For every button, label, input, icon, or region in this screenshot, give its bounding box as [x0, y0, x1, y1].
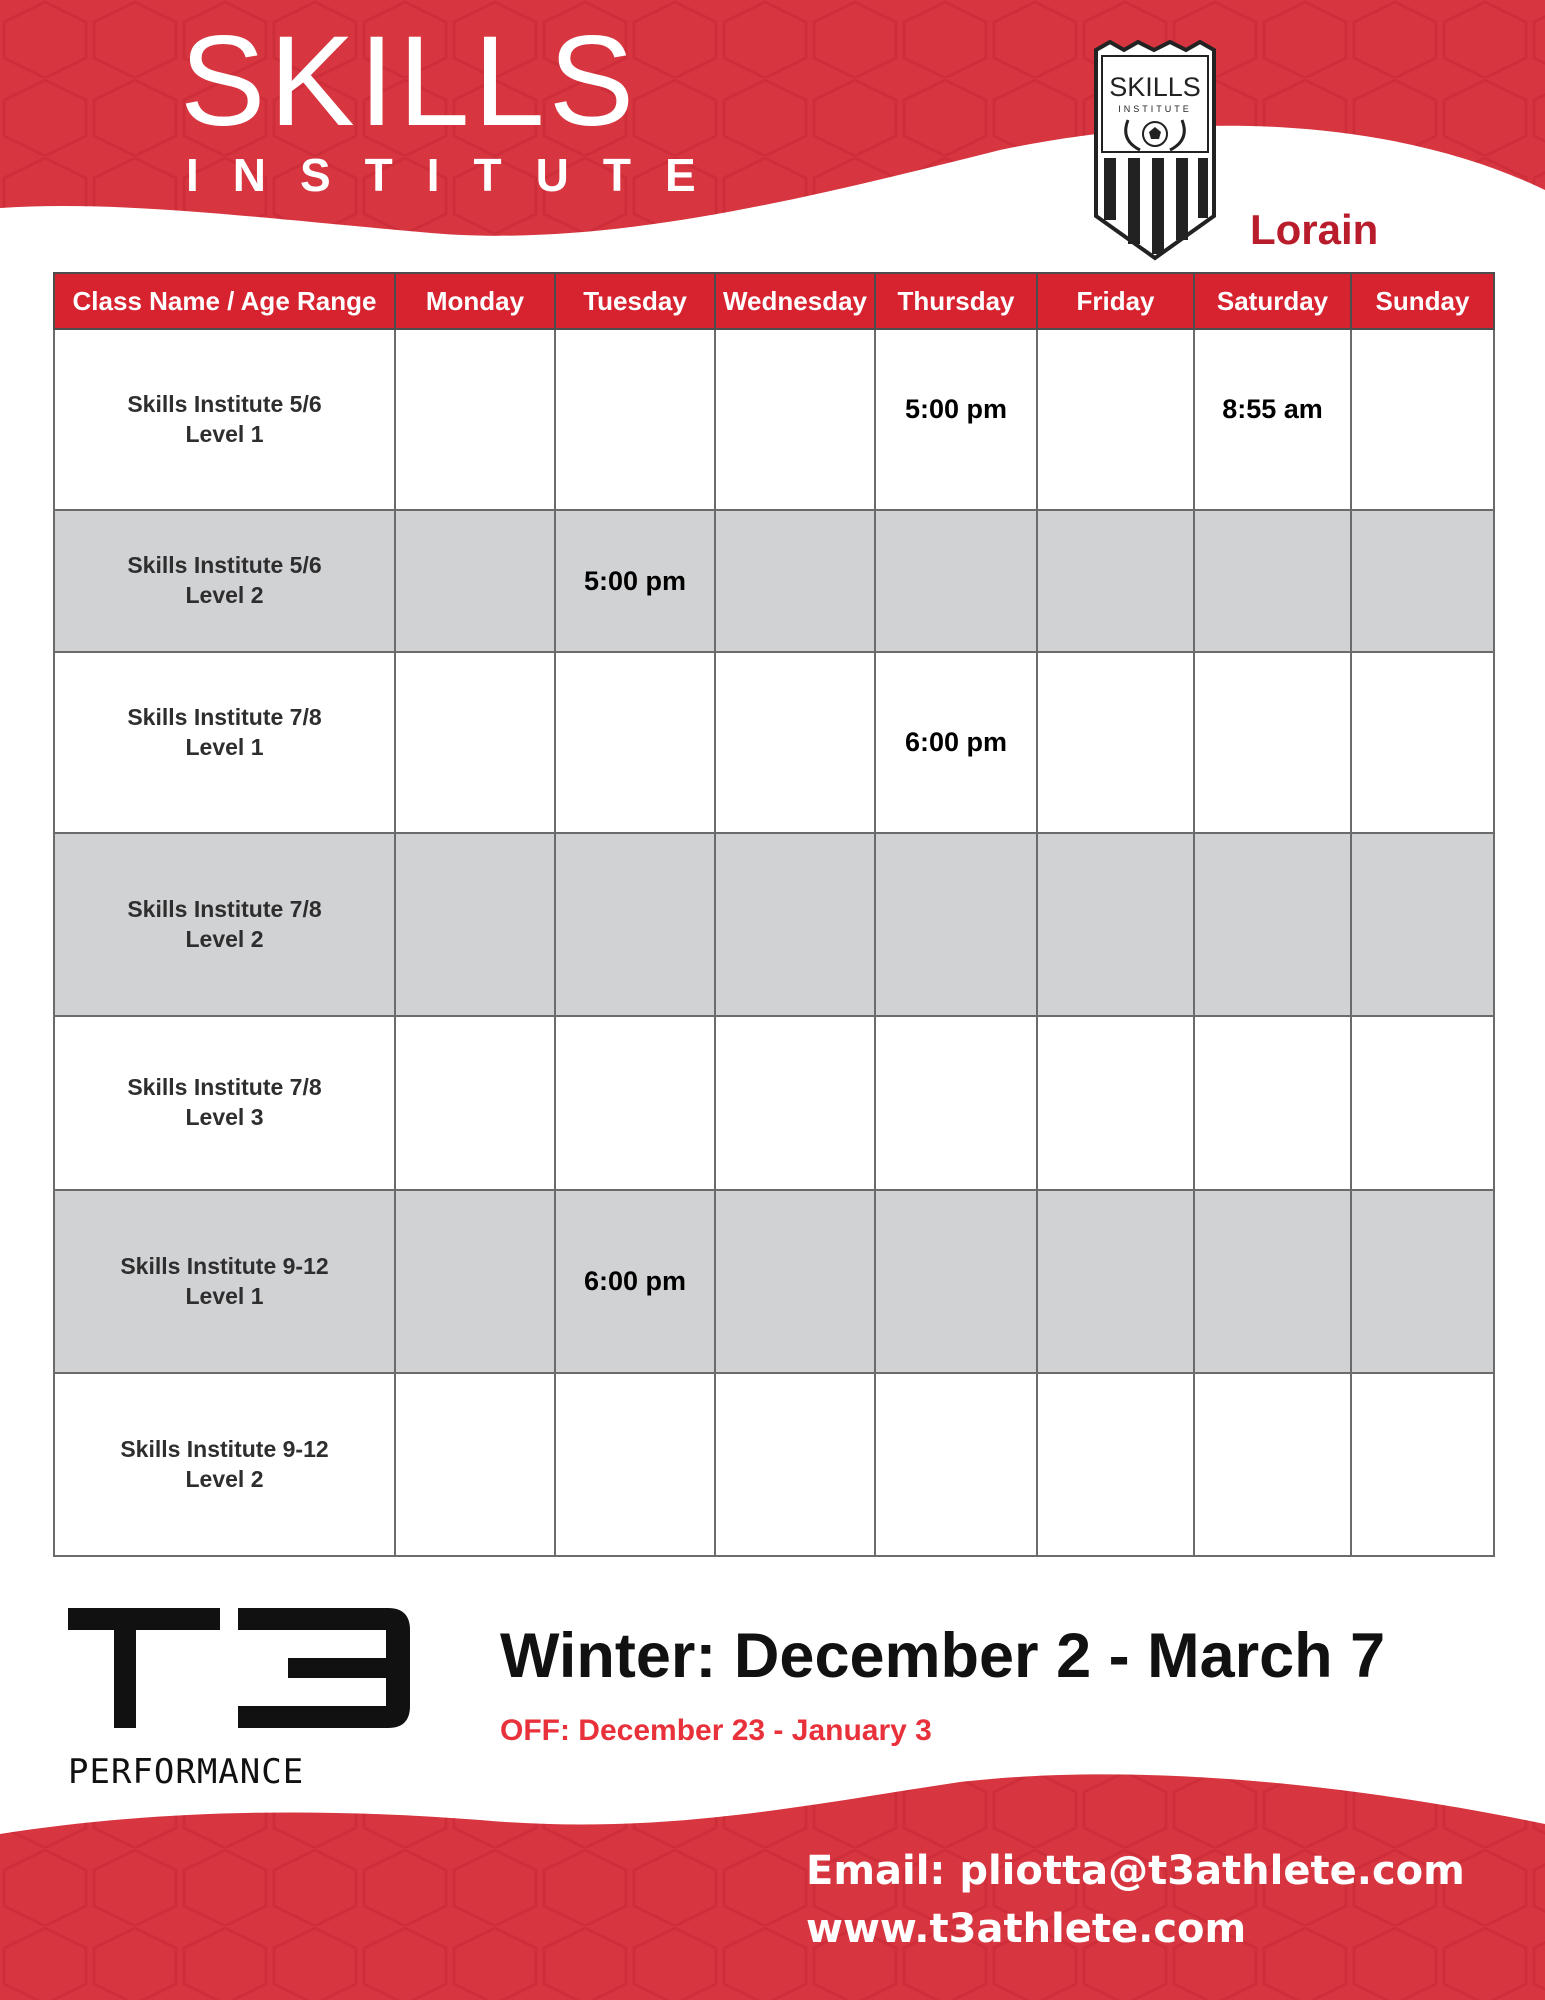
time-cell-wednesday — [715, 1190, 875, 1373]
off-dates: OFF: December 23 - January 3 — [500, 1714, 932, 1747]
table-row — [54, 1190, 1494, 1373]
time-cell-saturday — [1194, 510, 1351, 652]
brand-title: SKILLS — [180, 10, 639, 153]
time-cell-wednesday — [715, 1016, 875, 1190]
time-cell-monday — [395, 1016, 555, 1190]
class-name: Skills Institute 5/6 — [127, 552, 322, 579]
time-cell-friday — [1037, 652, 1194, 833]
table-row — [54, 652, 1494, 833]
table-row — [54, 510, 1494, 652]
website-link[interactable]: www.t3athlete.com — [806, 1906, 1247, 1952]
time-cell-thursday — [875, 1016, 1037, 1190]
table-row — [54, 833, 1494, 1016]
time-cell-thursday: 5:00 pm — [875, 329, 1037, 510]
time-cell-wednesday — [715, 1373, 875, 1556]
column-header-thursday: Thursday — [875, 273, 1037, 329]
table-header-row — [54, 273, 1494, 329]
season-dates: Winter: December 2 - March 7 — [500, 1621, 1386, 1691]
time-cell-wednesday — [715, 833, 875, 1016]
time-cell-sunday — [1351, 1016, 1494, 1190]
class-name-cell — [54, 1373, 395, 1556]
class-name-cell — [54, 510, 395, 652]
time-cell-monday — [395, 329, 555, 510]
time-cell-wednesday — [715, 652, 875, 833]
time-cell-wednesday — [715, 329, 875, 510]
column-header-class-name: Class Name / Age Range — [54, 273, 395, 329]
skills-institute-crest-logo — [1090, 40, 1220, 262]
time-cell-thursday — [875, 1373, 1037, 1556]
table-row — [54, 1373, 1494, 1556]
time-cell-tuesday: 6:00 pm — [555, 1190, 715, 1373]
svg-text:PERFORMANCE: PERFORMANCE — [68, 1752, 305, 1788]
class-name: Skills Institute 7/8 — [127, 895, 322, 922]
column-header-monday: Monday — [395, 273, 555, 329]
time-cell-monday — [395, 652, 555, 833]
time-cell-monday — [395, 1373, 555, 1556]
class-level: Level 3 — [185, 1104, 264, 1130]
class-level: Level 2 — [185, 1465, 264, 1492]
class-name-cell — [54, 1190, 395, 1373]
time-cell-tuesday — [555, 652, 715, 833]
column-header-tuesday: Tuesday — [555, 273, 715, 329]
class-name-cell — [54, 329, 395, 510]
time-cell-friday — [1037, 1190, 1194, 1373]
class-name: Skills Institute 7/8 — [127, 1074, 322, 1101]
svg-text:INSTITUTE: INSTITUTE — [1118, 104, 1192, 114]
time-cell-thursday — [875, 1190, 1037, 1373]
class-name-cell — [54, 652, 395, 833]
time-cell-thursday: 6:00 pm — [875, 652, 1037, 833]
time-cell-monday — [395, 1190, 555, 1373]
time-cell-sunday — [1351, 510, 1494, 652]
time-cell-friday — [1037, 1373, 1194, 1556]
contact-email[interactable]: Email: pliotta@t3athlete.com — [806, 1848, 1465, 1894]
time-cell-friday — [1037, 1016, 1194, 1190]
time-cell-monday — [395, 510, 555, 652]
time-cell-tuesday — [555, 1016, 715, 1190]
class-name-cell — [54, 833, 395, 1016]
time-cell-sunday — [1351, 329, 1494, 510]
time-cell-sunday — [1351, 1190, 1494, 1373]
table-row — [54, 1016, 1494, 1190]
class-name: Skills Institute 9-12 — [120, 1435, 329, 1462]
time-cell-sunday — [1351, 1373, 1494, 1556]
time-cell-thursday — [875, 833, 1037, 1016]
time-cell-monday — [395, 833, 555, 1016]
time-cell-friday — [1037, 329, 1194, 510]
column-header-saturday: Saturday — [1194, 273, 1351, 329]
time-cell-saturday: 8:55 am — [1194, 329, 1351, 510]
time-cell-sunday — [1351, 652, 1494, 833]
time-cell-tuesday — [555, 329, 715, 510]
svg-text:SKILLS: SKILLS — [1109, 72, 1201, 102]
brand-subtitle: INSTITUTE — [186, 149, 730, 201]
time-cell-tuesday — [555, 833, 715, 1016]
class-level: Level 1 — [185, 1282, 264, 1309]
column-header-sunday: Sunday — [1351, 273, 1494, 329]
time-cell-saturday — [1194, 1373, 1351, 1556]
time-cell-tuesday — [555, 1373, 715, 1556]
time-cell-tuesday: 5:00 pm — [555, 510, 715, 652]
class-name-cell — [54, 1016, 395, 1190]
time-cell-friday — [1037, 833, 1194, 1016]
class-schedule-table — [53, 272, 1495, 1557]
column-header-friday: Friday — [1037, 273, 1194, 329]
column-header-wednesday: Wednesday — [715, 273, 875, 329]
time-cell-thursday — [875, 510, 1037, 652]
time-cell-saturday — [1194, 1190, 1351, 1373]
class-name: Skills Institute 9-12 — [120, 1252, 329, 1279]
class-level: Level 1 — [185, 420, 264, 447]
class-name: Skills Institute 7/8 — [127, 703, 322, 730]
location-label: Lorain — [1250, 206, 1379, 253]
t3-performance-logo — [68, 1608, 413, 1788]
time-cell-sunday — [1351, 833, 1494, 1016]
class-level: Level 1 — [185, 733, 264, 760]
time-cell-saturday — [1194, 833, 1351, 1016]
class-name: Skills Institute 5/6 — [127, 390, 322, 417]
class-level: Level 2 — [185, 925, 264, 952]
table-row — [54, 329, 1494, 510]
time-cell-wednesday — [715, 510, 875, 652]
time-cell-saturday — [1194, 1016, 1351, 1190]
class-level: Level 2 — [185, 582, 264, 608]
time-cell-friday — [1037, 510, 1194, 652]
time-cell-saturday — [1194, 652, 1351, 833]
